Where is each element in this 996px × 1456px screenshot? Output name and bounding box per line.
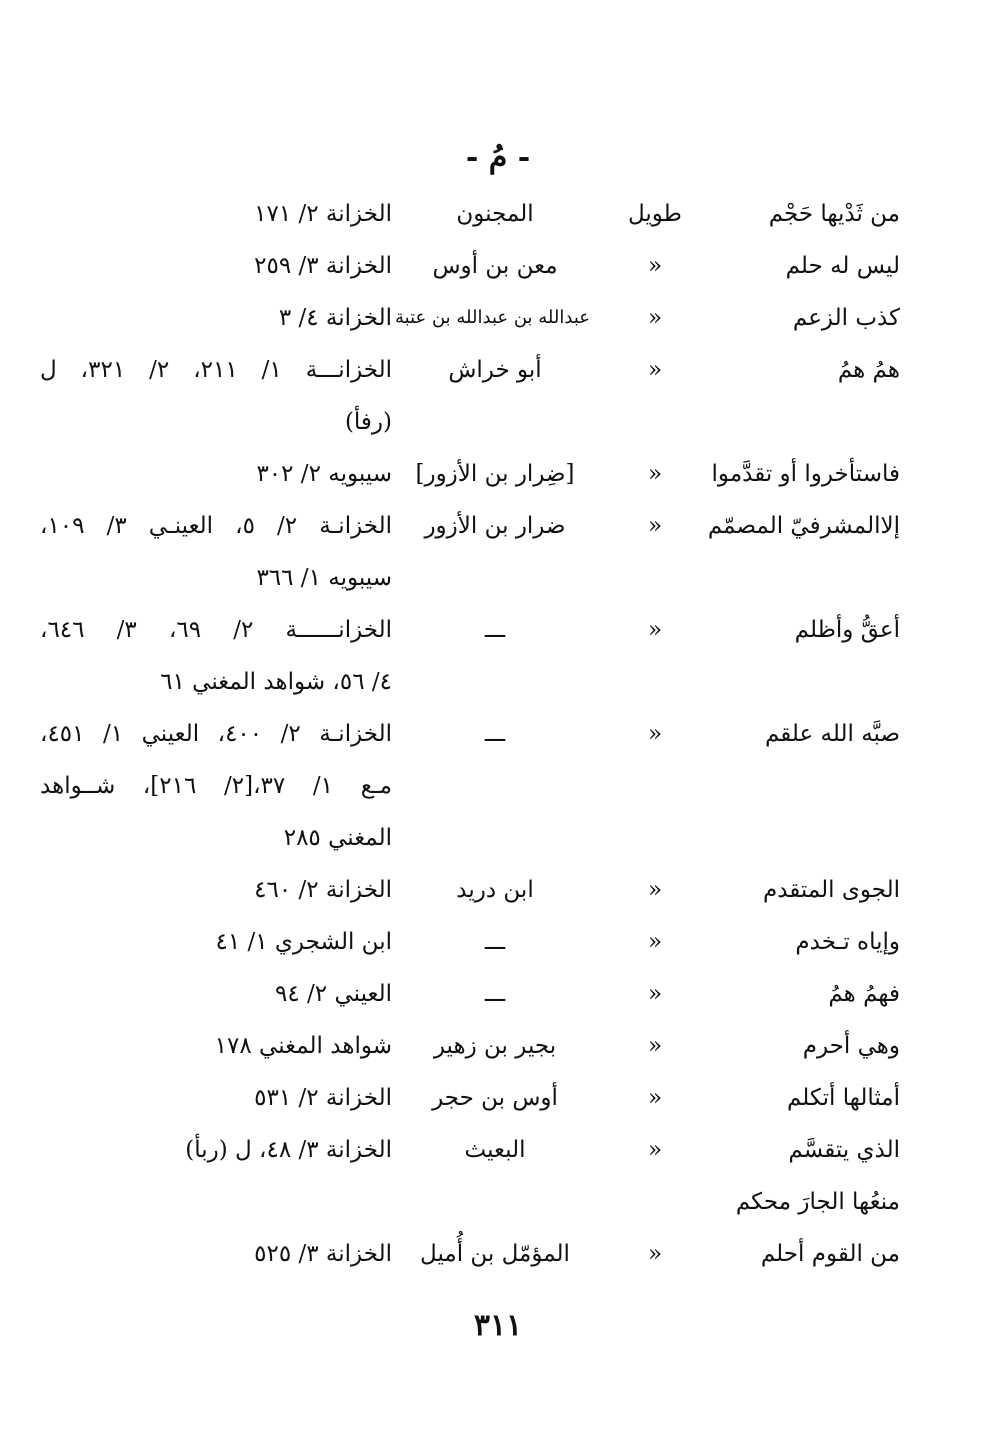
table-row	[0, 448, 996, 500]
meter: «	[647, 305, 663, 331]
verse-ending: من القوم أحلم	[760, 1241, 900, 1267]
source-reference: الخزانـــة ١/ ٢١١، ٢/ ٣٢١، ل	[40, 357, 393, 383]
verse-ending: الجوى المتقدم	[762, 877, 900, 903]
source-reference: ٤/ ٥٦، شواهد المغني ٦١	[160, 669, 392, 695]
table-row	[0, 916, 996, 968]
table-row	[0, 396, 996, 448]
verse-ending: فاستأخروا أو تقدَّموا	[711, 461, 900, 487]
table-row	[0, 292, 996, 344]
verse-ending: الذي يتقسَّم	[788, 1137, 900, 1163]
poet: معن بن أوس	[432, 253, 558, 279]
source-reference: الخزانـة ٢/ ٤٠٠، العيني ١/ ٤٥١،	[40, 721, 393, 747]
poet: ضرار بن الأزور	[424, 513, 566, 539]
table-row	[0, 968, 996, 1020]
poet: ابن دريد	[456, 877, 534, 903]
meter: «	[647, 877, 663, 903]
table-row	[0, 188, 996, 240]
poet: ـــ	[484, 981, 506, 1007]
table-row	[0, 1176, 996, 1228]
meter: «	[647, 1085, 663, 1111]
index-table	[0, 188, 996, 1280]
table-row	[0, 864, 996, 916]
verse-ending: كذب الزعم	[792, 305, 900, 331]
verse-ending: من ثَدْيها حَجْم	[768, 201, 900, 227]
table-row	[0, 1228, 996, 1280]
source-reference: مـع ١/ ٣٧،[٢/ ٢١٦]، شــواهد	[40, 773, 392, 799]
meter: طويل	[627, 201, 682, 227]
source-reference: الخزانة ٢/ ١٧١	[254, 201, 392, 227]
poet: أوس بن حجر	[432, 1085, 558, 1111]
table-row	[0, 1020, 996, 1072]
source-reference: الخزانة ٣/ ٤٨، ل (ربأ)	[185, 1137, 392, 1163]
table-row	[0, 760, 996, 812]
poet: المجنون	[456, 201, 534, 227]
meter: «	[647, 1137, 663, 1163]
source-reference: الخزانة ٣/ ٢٥٩	[254, 253, 392, 279]
poet: أبو خراش	[448, 357, 542, 383]
source-reference: الخزانــــــة ٢/ ٦٩، ٣/ ٦٤٦،	[40, 617, 393, 643]
poet: ـــ	[484, 929, 506, 955]
source-reference: الخزانة ٢/ ٥٣١	[254, 1085, 392, 1111]
poet: ـــ	[484, 721, 506, 747]
meter: «	[647, 253, 663, 279]
source-reference: الخزانة ٢/ ٤٦٠	[254, 877, 392, 903]
table-row	[0, 604, 996, 656]
table-row	[0, 500, 996, 552]
source-reference: سيبويه ٢/ ٣٠٢	[256, 461, 392, 487]
source-reference: الخزانة ٤/ ٣	[278, 305, 392, 331]
meter: «	[647, 461, 663, 487]
verse-ending: وهي أحرم	[802, 1033, 900, 1059]
meter: «	[647, 981, 663, 1007]
source-reference: العيني ٢/ ٩٤	[275, 981, 392, 1007]
meter: «	[647, 617, 663, 643]
source-reference: (رفأ)	[344, 409, 392, 435]
verse-ending: همُ همُ	[837, 357, 900, 383]
poet: عبدالله بن عبدالله بن عتبة	[395, 307, 590, 328]
table-row	[0, 344, 996, 396]
table-row	[0, 240, 996, 292]
table-row	[0, 552, 996, 604]
meter: «	[647, 357, 663, 383]
verse-ending: فهمُ همُ	[828, 981, 900, 1007]
table-row	[0, 1124, 996, 1176]
poet: المؤمّل بن أُميل	[420, 1241, 570, 1267]
verse-ending: منعُها الجارَ محكم	[735, 1189, 900, 1215]
source-reference: الخزانـة ٢/ ٥، العينـي ٣/ ١٠٩،	[40, 513, 393, 539]
verse-ending: أمثالها أتكلم	[786, 1085, 900, 1111]
meter: «	[647, 513, 663, 539]
meter: «	[647, 721, 663, 747]
meter: «	[647, 1241, 663, 1267]
source-reference: سيبويه ١/ ٣٦٦	[256, 565, 392, 591]
verse-ending: صبَّه الله علقم	[764, 721, 900, 747]
source-reference: المغني ٢٨٥	[283, 825, 392, 851]
meter: «	[647, 1033, 663, 1059]
table-row	[0, 1072, 996, 1124]
section-heading: - مُ -	[465, 140, 531, 175]
meter: «	[647, 929, 663, 955]
table-row	[0, 656, 996, 708]
poet: البعيث	[464, 1137, 526, 1163]
verse-ending: وإياه تـخدم	[795, 929, 900, 955]
verse-ending: أعقُّ وأظلم	[794, 617, 900, 643]
poet: [ضِرار بن الأزور]	[415, 461, 575, 487]
source-reference: شواهد المغني ١٧٨	[214, 1033, 392, 1059]
source-reference: الخزانة ٣/ ٥٢٥	[254, 1241, 392, 1267]
poet: ـــ	[484, 617, 506, 643]
verse-ending: ليس له حلم	[785, 253, 900, 279]
poet: بجير بن زهير	[433, 1033, 557, 1059]
table-row	[0, 708, 996, 760]
verse-ending: إلاالمشرفيّ المصمّم	[707, 513, 900, 539]
source-reference: ابن الشجري ١/ ٤١	[215, 929, 392, 955]
table-row	[0, 812, 996, 864]
page-number: ٣١١	[473, 1308, 523, 1343]
